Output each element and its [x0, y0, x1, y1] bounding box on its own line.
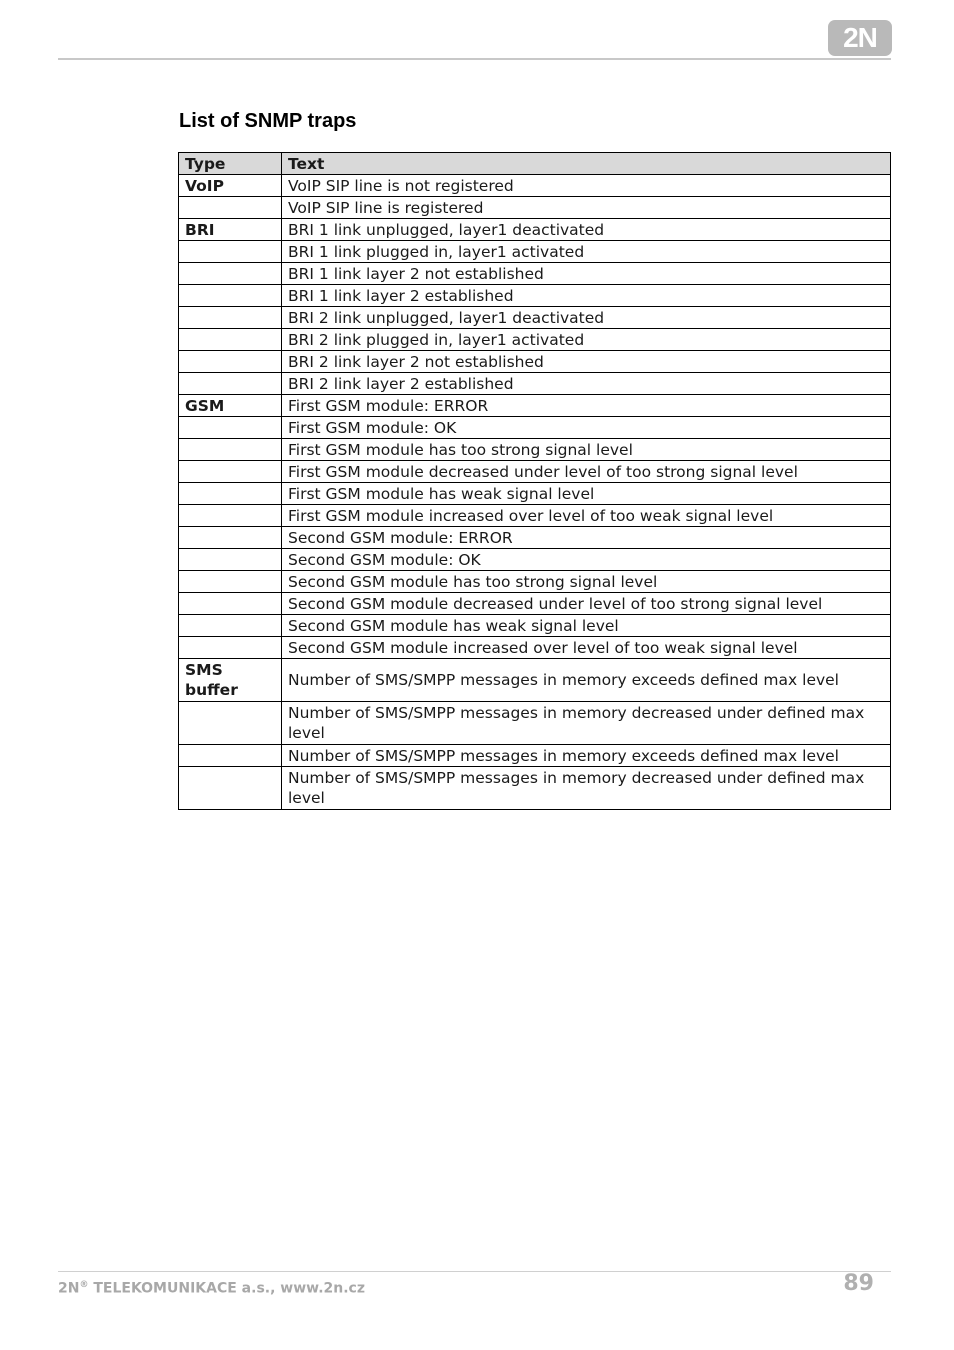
- footer-company-name: TELEKOMUNIKACE a.s., www.2n.cz: [88, 1280, 365, 1297]
- trap-type-cell: [179, 483, 282, 505]
- trap-text-cell: Second GSM module: ERROR: [282, 527, 891, 549]
- table-row: [179, 219, 891, 241]
- table-row: [179, 702, 891, 745]
- registered-mark: ®: [79, 1280, 89, 1290]
- table-row: [179, 593, 891, 615]
- trap-text-cell: Number of SMS/SMPP messages in memory decreased under defined max level: [282, 702, 891, 745]
- trap-type-cell: [179, 439, 282, 461]
- trap-type-cell: [179, 637, 282, 659]
- trap-text-cell: Number of SMS/SMPP messages in memory exceeds defined max level: [282, 659, 891, 702]
- trap-text-cell: Number of SMS/SMPP messages in memory exceeds defined max level: [282, 745, 891, 767]
- table-row: [179, 351, 891, 373]
- 2n-logo: 2N: [828, 20, 892, 56]
- table-row: [179, 745, 891, 767]
- table-row: [179, 197, 891, 219]
- column-header-type: Type: [179, 153, 282, 175]
- trap-text-cell: BRI 1 link layer 2 established: [282, 285, 891, 307]
- footer-company: [58, 1280, 365, 1297]
- trap-type-cell: BRI: [179, 219, 282, 241]
- table-row: [179, 373, 891, 395]
- table-row: [179, 527, 891, 549]
- trap-text-cell: BRI 1 link layer 2 not established: [282, 263, 891, 285]
- trap-text-cell: BRI 1 link plugged in, layer1 activated: [282, 241, 891, 263]
- trap-type-cell: [179, 373, 282, 395]
- trap-type-cell: [179, 745, 282, 767]
- table-row: [179, 615, 891, 637]
- table-row: [179, 483, 891, 505]
- trap-type-cell: [179, 615, 282, 637]
- trap-text-cell: BRI 2 link layer 2 established: [282, 373, 891, 395]
- trap-type-cell: [179, 197, 282, 219]
- trap-type-cell: [179, 571, 282, 593]
- trap-text-cell: First GSM module has weak signal level: [282, 483, 891, 505]
- table-body: [179, 175, 891, 810]
- trap-text-cell: BRI 1 link unplugged, layer1 deactivated: [282, 219, 891, 241]
- trap-text-cell: Second GSM module: OK: [282, 549, 891, 571]
- trap-text-cell: Second GSM module increased over level of too weak signal level: [282, 637, 891, 659]
- table-row: [179, 175, 891, 197]
- trap-type-cell: [179, 285, 282, 307]
- table-row: [179, 329, 891, 351]
- table-row: [179, 417, 891, 439]
- trap-type-cell: SMS buffer: [179, 659, 282, 702]
- table-row: [179, 263, 891, 285]
- table-row: [179, 461, 891, 483]
- trap-text-cell: BRI 2 link unplugged, layer1 deactivated: [282, 307, 891, 329]
- table-row: [179, 241, 891, 263]
- trap-text-cell: VoIP SIP line is not registered: [282, 175, 891, 197]
- trap-text-cell: VoIP SIP line is registered: [282, 197, 891, 219]
- trap-text-cell: Second GSM module has too strong signal level: [282, 571, 891, 593]
- trap-type-cell: [179, 549, 282, 571]
- trap-type-cell: [179, 417, 282, 439]
- page-title: List of SNMP traps: [179, 110, 357, 132]
- page-number: 89: [843, 1271, 874, 1296]
- trap-type-cell: [179, 329, 282, 351]
- table-row: [179, 571, 891, 593]
- header-divider: [58, 58, 891, 60]
- table-row: [179, 285, 891, 307]
- table-row: [179, 767, 891, 810]
- trap-type-cell: [179, 351, 282, 373]
- trap-type-cell: [179, 505, 282, 527]
- trap-type-cell: [179, 702, 282, 745]
- trap-type-cell: [179, 767, 282, 810]
- trap-text-cell: Number of SMS/SMPP messages in memory decreased under defined max level: [282, 767, 891, 810]
- trap-type-cell: VoIP: [179, 175, 282, 197]
- trap-text-cell: First GSM module: ERROR: [282, 395, 891, 417]
- trap-text-cell: BRI 2 link layer 2 not established: [282, 351, 891, 373]
- trap-text-cell: Second GSM module decreased under level of too strong signal level: [282, 593, 891, 615]
- trap-type-cell: [179, 461, 282, 483]
- footer-divider: [58, 1271, 891, 1272]
- trap-text-cell: Second GSM module has weak signal level: [282, 615, 891, 637]
- footer-brand: 2N: [58, 1280, 80, 1297]
- trap-type-cell: [179, 593, 282, 615]
- snmp-traps-table: [178, 152, 891, 810]
- table-row: [179, 439, 891, 461]
- trap-type-cell: GSM: [179, 395, 282, 417]
- table-header-row: [179, 153, 891, 175]
- trap-text-cell: First GSM module increased over level of too weak signal level: [282, 505, 891, 527]
- trap-type-cell: [179, 527, 282, 549]
- column-header-text: Text: [282, 153, 891, 175]
- table-row: [179, 659, 891, 702]
- table-row: [179, 395, 891, 417]
- table-row: [179, 549, 891, 571]
- trap-type-cell: [179, 263, 282, 285]
- table-row: [179, 505, 891, 527]
- trap-text-cell: First GSM module: OK: [282, 417, 891, 439]
- trap-type-cell: [179, 307, 282, 329]
- table-row: [179, 637, 891, 659]
- trap-text-cell: First GSM module decreased under level of too strong signal level: [282, 461, 891, 483]
- trap-type-cell: [179, 241, 282, 263]
- trap-text-cell: BRI 2 link plugged in, layer1 activated: [282, 329, 891, 351]
- trap-text-cell: First GSM module has too strong signal level: [282, 439, 891, 461]
- table-row: [179, 307, 891, 329]
